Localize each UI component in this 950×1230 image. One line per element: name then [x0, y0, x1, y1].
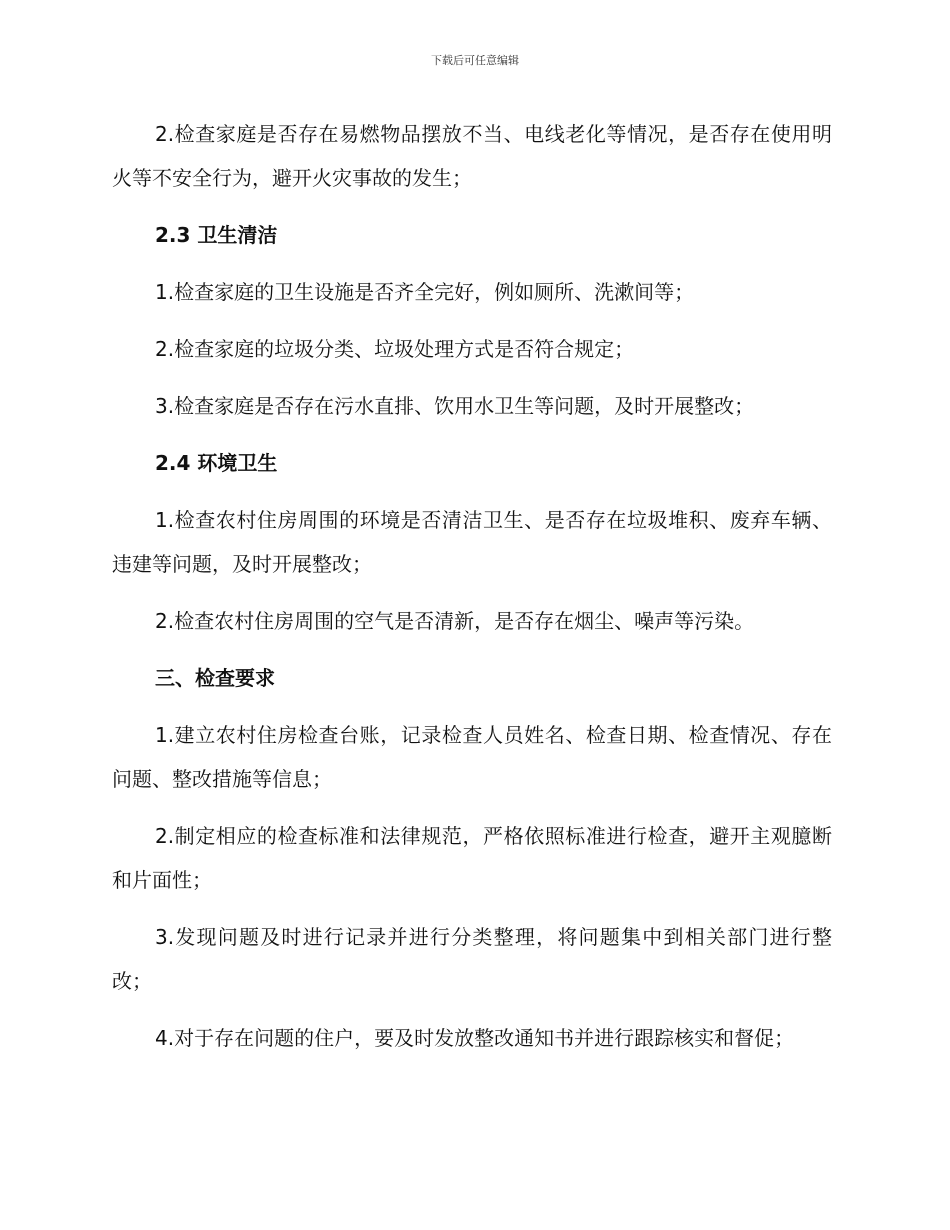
- paragraph-fire-safety: 2.检查家庭是否存在易燃物品摆放不当、电线老化等情况，是否存在使用明火等不安全行为，避开火灾事故的发生；: [112, 122, 832, 190]
- section-heading-requirements: 三、检查要求: [155, 666, 275, 690]
- paragraph-surroundings: 1.检查农村住房周围的环境是否清洁卫生、是否存在垃圾堆积、废弃车辆、违建等问题，及时开展整改；: [112, 508, 832, 576]
- paragraph-record-issues: 3.发现问题及时进行记录并进行分类整理，将问题集中到相关部门进行整改；: [112, 925, 832, 993]
- section-heading-environment: 2.4 环境卫生: [155, 451, 278, 475]
- paragraph-garbage-sorting: 2.检查家庭的垃圾分类、垃圾处理方式是否符合规定；: [155, 337, 635, 361]
- document-body: [112, 112, 832, 1073]
- page-header-note: 下载后可任意编辑: [431, 54, 519, 67]
- paragraph-sewage-water: 3.检查家庭是否存在污水直排、饮用水卫生等问题，及时开展整改；: [155, 394, 755, 418]
- paragraph-standards: 2.制定相应的检查标准和法律规范，严格依照标准进行检查，避开主观臆断和片面性；: [112, 824, 832, 892]
- paragraph-air-quality: 2.检查农村住房周围的空气是否清新，是否存在烟尘、噪声等污染。: [155, 609, 755, 633]
- section-heading-hygiene-cleaning: 2.3 卫生清洁: [155, 223, 278, 247]
- paragraph-ledger: 1.建立农村住房检查台账，记录检查人员姓名、检查日期、检查情况、存在问题、整改措施等信息；: [112, 723, 832, 791]
- paragraph-rectification-notice: 4.对于存在问题的住户，要及时发放整改通知书并进行跟踪核实和督促；: [155, 1026, 795, 1050]
- paragraph-sanitary-facilities: 1.检查家庭的卫生设施是否齐全完好，例如厕所、洗漱间等；: [155, 280, 695, 304]
